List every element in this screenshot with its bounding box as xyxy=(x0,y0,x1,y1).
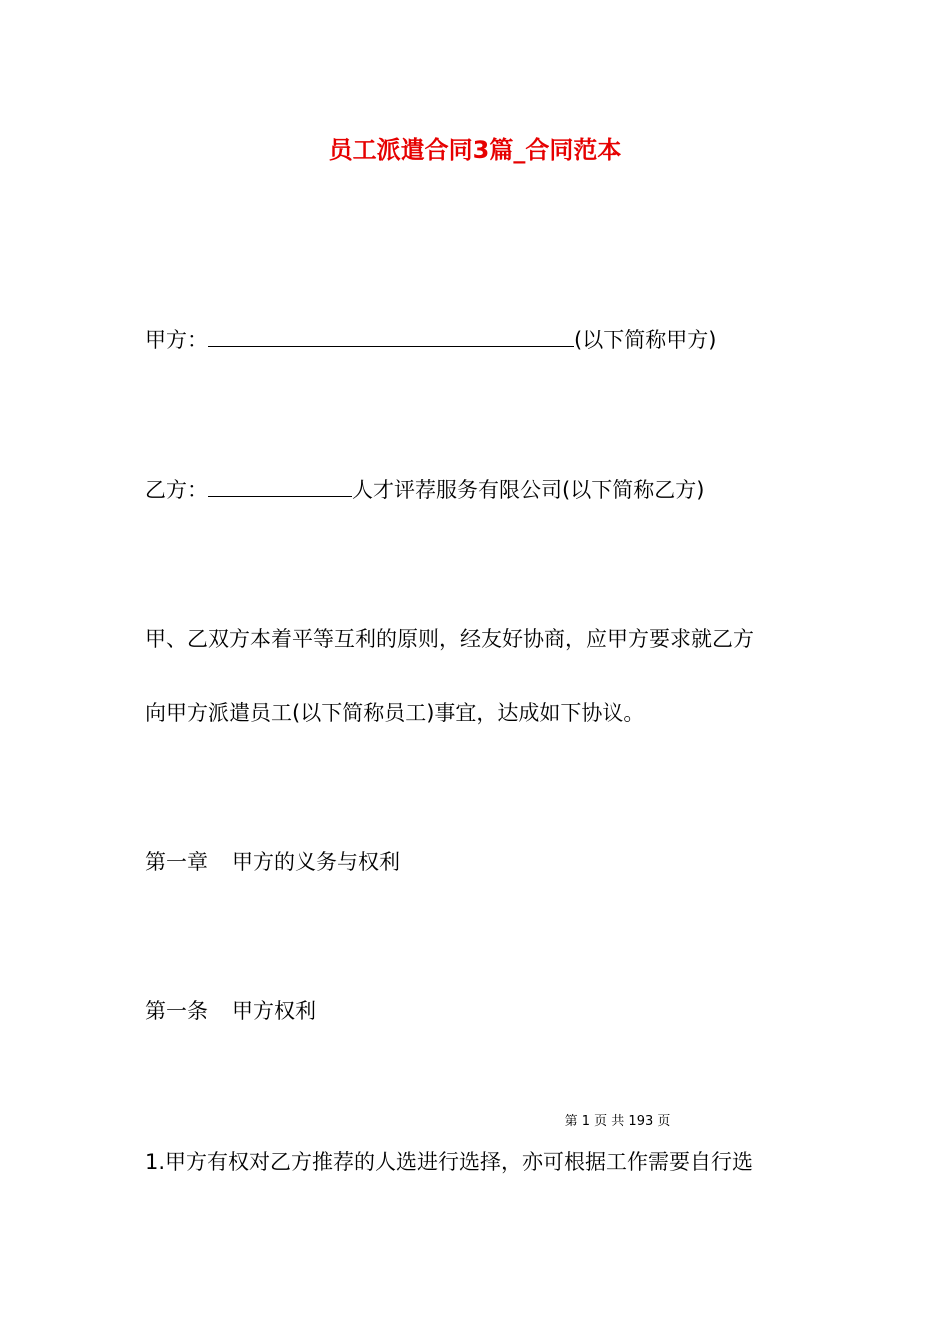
chapter-heading xyxy=(145,847,400,877)
party-a-label: 甲方： xyxy=(145,328,208,352)
document-title: 员工派遣合同3篇_合同范本 xyxy=(328,136,622,164)
chapter-title: 甲方的义务与权利 xyxy=(232,850,400,874)
chapter-number: 第一章 xyxy=(145,850,208,874)
party-a-suffix: (以下简称甲方) xyxy=(574,328,717,352)
page-footer: 第 1 页 共 193 页 xyxy=(564,1114,671,1129)
party-b-suffix: 人才评荐服务有限公司(以下简称乙方) xyxy=(352,478,705,502)
intro-line-2: 向甲方派遣员工(以下简称员工)事宜，达成如下协议。 xyxy=(145,701,645,725)
party-a-line xyxy=(145,324,716,355)
item-1: 1.甲方有权对乙方推荐的人选进行选择，亦可根据工作需要自行选 xyxy=(145,1150,754,1174)
intro-line-1: 甲、乙双方本着平等互利的原则，经友好协商，应甲方要求就乙方 xyxy=(145,627,754,651)
article-heading xyxy=(145,996,316,1026)
party-b-label: 乙方： xyxy=(145,478,208,502)
article-number: 第一条 xyxy=(145,999,208,1023)
article-title: 甲方权利 xyxy=(232,999,316,1023)
party-a-blank xyxy=(208,324,574,347)
party-b-blank xyxy=(208,474,352,497)
party-b-line xyxy=(145,474,704,505)
